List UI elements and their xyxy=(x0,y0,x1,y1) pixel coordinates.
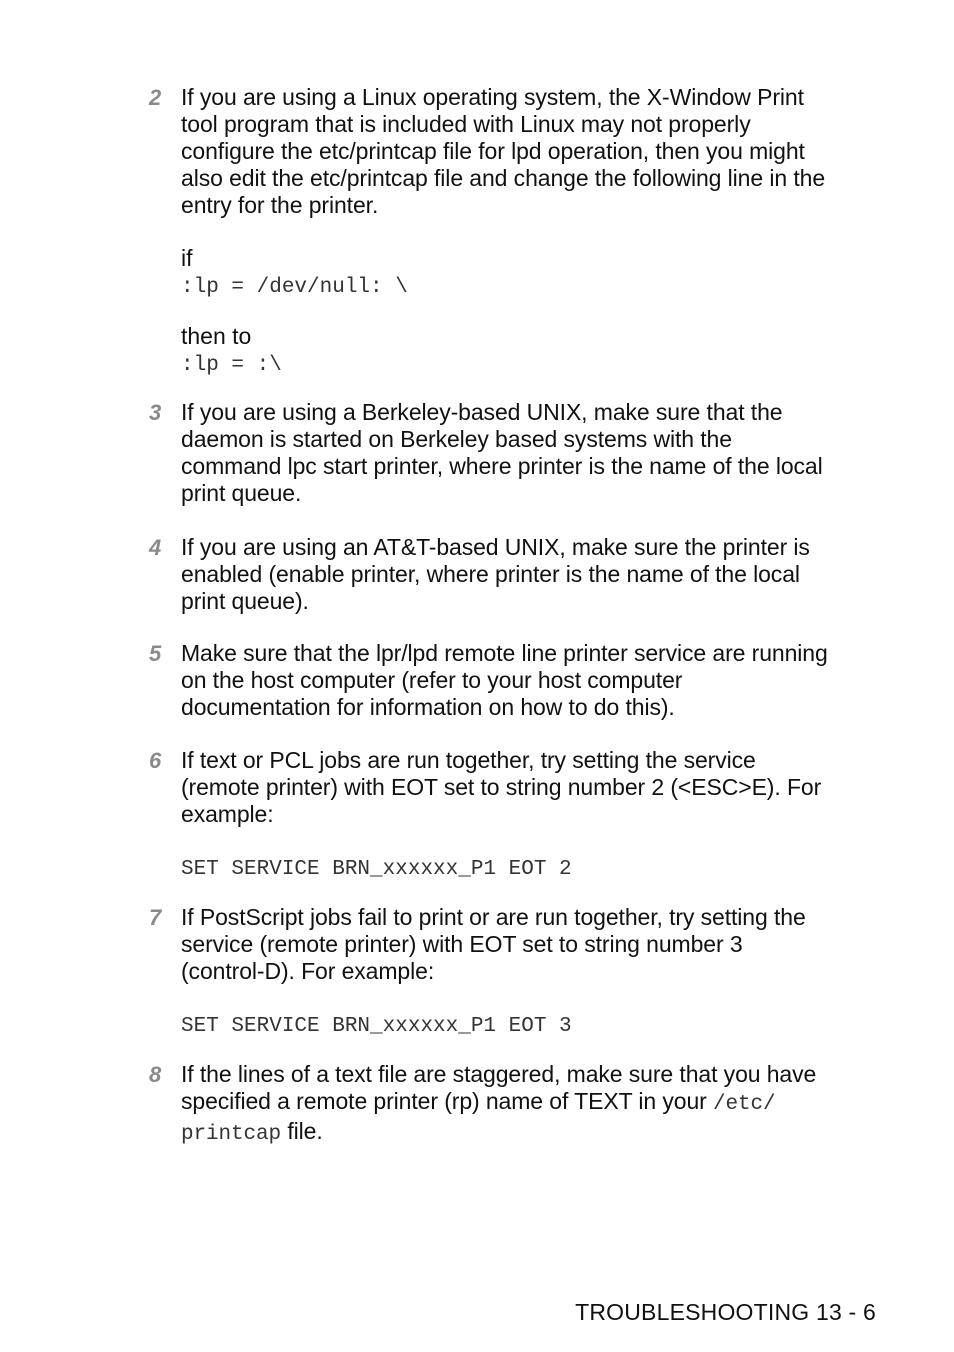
step-line: enabled (enable printer, where printer is the name of the local xyxy=(181,561,800,587)
then-code: :lp = :\ xyxy=(181,354,282,377)
step-number: 7 xyxy=(149,905,162,930)
step-number: 5 xyxy=(149,641,162,666)
step-line: tool program that is included with Linux may not properly xyxy=(181,111,751,137)
step-text xyxy=(181,534,881,615)
step-line: daemon is started on Berkeley based systems with the xyxy=(181,426,732,452)
step-line: configure the etc/printcap file for lpd operation, then you might xyxy=(181,138,805,164)
then-label: then to xyxy=(181,323,252,349)
step-text xyxy=(181,747,881,828)
step-line: documentation for information on how to do this). xyxy=(181,694,675,720)
step-line: If you are using an AT&T-based UNIX, make sure the printer is xyxy=(181,534,810,560)
step-line: print queue). xyxy=(181,588,309,614)
step-line: (remote printer) with EOT set to string number 2 (<ESC>E). For xyxy=(181,774,822,800)
step-line: entry for the printer. xyxy=(181,192,379,218)
step-text xyxy=(181,399,881,507)
inline-code: /etc/ xyxy=(713,1093,776,1116)
step-line: If you are using a Linux operating system, the X-Window Print xyxy=(181,84,804,110)
step-line: service (remote printer) with EOT set to string number 3 xyxy=(181,931,743,957)
page-footer: TROUBLESHOOTING 13 - 6 xyxy=(575,1299,876,1325)
step-line: print queue. xyxy=(181,480,302,506)
step-number: 6 xyxy=(149,748,162,773)
step-line xyxy=(181,1088,881,1118)
step-line: If PostScript jobs fail to print or are run together, try setting the xyxy=(181,904,806,930)
if-code: :lp = /dev/null: \ xyxy=(181,276,408,299)
step-line: command lpc start printer, where printer is the name of the local xyxy=(181,453,823,479)
step-line: on the host computer (refer to your host computer xyxy=(181,667,683,693)
step-7-code: SET SERVICE BRN_xxxxxx_P1 EOT 3 xyxy=(181,1015,572,1038)
step-6-code: SET SERVICE BRN_xxxxxx_P1 EOT 2 xyxy=(181,858,572,881)
step-text xyxy=(181,1061,881,1148)
step-number: 4 xyxy=(149,535,162,560)
if-label: if xyxy=(181,245,193,271)
inline-code: printcap xyxy=(181,1123,282,1146)
step-line: also edit the etc/printcap file and change the following line in the xyxy=(181,165,826,191)
step-text xyxy=(181,84,881,219)
step-line-text: file. xyxy=(281,1118,323,1144)
step-text xyxy=(181,904,881,985)
step-line: example: xyxy=(181,801,274,827)
step-line: If you are using a Berkeley-based UNIX, make sure that the xyxy=(181,399,783,425)
step-line: If text or PCL jobs are run together, try setting the service xyxy=(181,747,756,773)
step-number: 8 xyxy=(149,1062,162,1087)
step-line xyxy=(181,1118,881,1148)
step-number: 2 xyxy=(149,85,162,110)
step-line: Make sure that the lpr/lpd remote line printer service are running xyxy=(181,640,828,666)
step-number: 3 xyxy=(149,400,162,425)
step-line: (control-D). For example: xyxy=(181,958,435,984)
step-line-text: specified a remote printer (rp) name of TEXT in your xyxy=(181,1088,714,1114)
step-text xyxy=(181,640,881,721)
step-line: If the lines of a text file are staggered, make sure that you have xyxy=(181,1061,817,1087)
